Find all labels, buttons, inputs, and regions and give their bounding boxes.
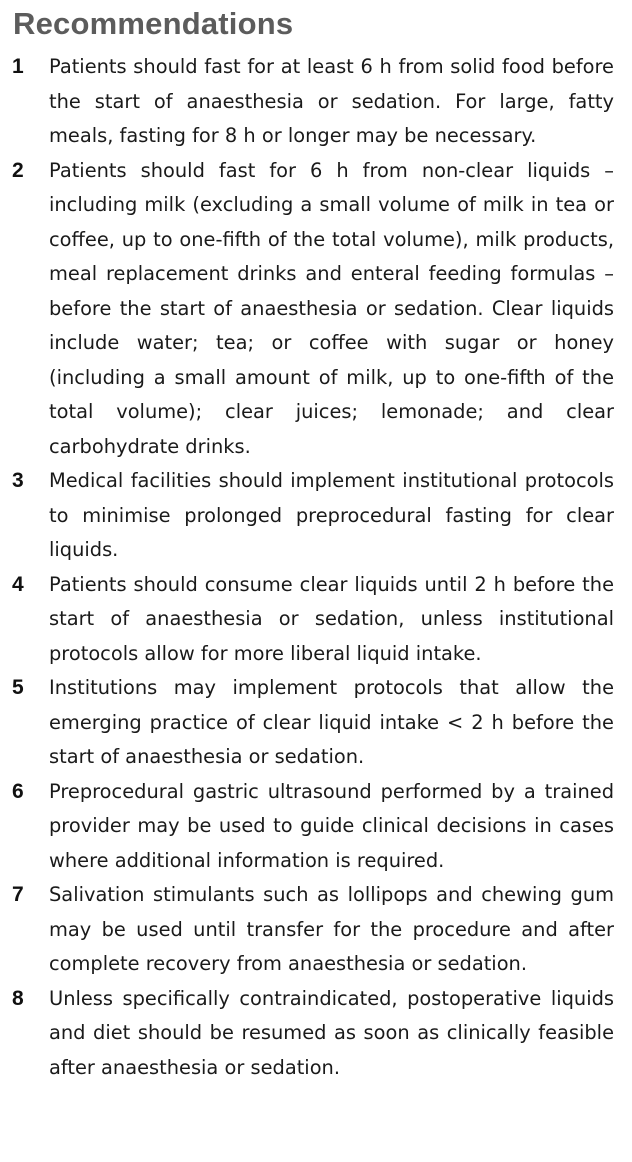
recommendation-number: 4: [12, 572, 24, 596]
recommendation-text: Preprocedural gastric ultrasound performed by a trained provider may be used to guide clinical decisions in cases where additional information is required.: [49, 779, 614, 872]
recommendation-text: Patients should consume clear liquids until 2 h before the start of anaesthesia or sedation, unless institutional protocols allow for more liberal liquid intake.: [49, 572, 614, 665]
recommendation-item-4: [0, 568, 632, 672]
recommendation-item-3: [0, 464, 632, 568]
recommendation-text: Unless specifically contraindicated, postoperative liquids and diet should be resumed as soon as clinically feasible after anaesthesia or sedation.: [49, 986, 614, 1079]
recommendation-number: 8: [12, 986, 24, 1010]
recommendation-item-1: [0, 50, 632, 154]
recommendation-text: Patients should fast for 6 h from non-clear liquids – including milk (excluding a small volume of milk in tea or coffee, up to one-fifth of the total volume), milk products, meal replacement drinks and enteral feeding formulas – before the start of anaesthesia or sedation. Clear liquids include water; tea; or coffee with sugar or honey (including a small amount of milk, up to one-fifth of the total volume); clear juices; lemonade; and clear carbohydrate drinks.: [49, 158, 614, 458]
recommendation-number: 5: [12, 676, 24, 699]
recommendation-item-6: [0, 775, 632, 879]
recommendation-number: 6: [12, 779, 24, 803]
recommendation-text: Salivation stimulants such as lollipops and chewing gum may be used until transfer for the procedure and after complete recovery from anaesthesia or sedation.: [49, 883, 614, 975]
recommendation-text: Patients should fast for at least 6 h from solid food before the start of anaesthesia or sedation. For large, fatty meals, fasting for 8 h or longer may be necessary.: [49, 55, 614, 147]
recommendations-list: [0, 50, 632, 1085]
recommendation-number: 2: [12, 158, 24, 182]
recommendation-item-5: [0, 671, 632, 775]
recommendation-number: 3: [12, 469, 24, 492]
page-title: Recommendations: [13, 6, 294, 41]
recommendation-text: Medical facilities should implement institutional protocols to minimise prolonged preprocedural fasting for clear liquids.: [49, 469, 614, 561]
recommendation-item-7: [0, 878, 632, 982]
recommendation-text: Institutions may implement protocols that allow the emerging practice of clear liquid intake < 2 h before the start of anaesthesia or sedation.: [49, 676, 614, 768]
recommendation-number: 7: [12, 883, 24, 906]
recommendation-number: 1: [12, 55, 24, 78]
recommendation-item-2: [0, 154, 632, 465]
recommendation-item-8: [0, 982, 632, 1086]
